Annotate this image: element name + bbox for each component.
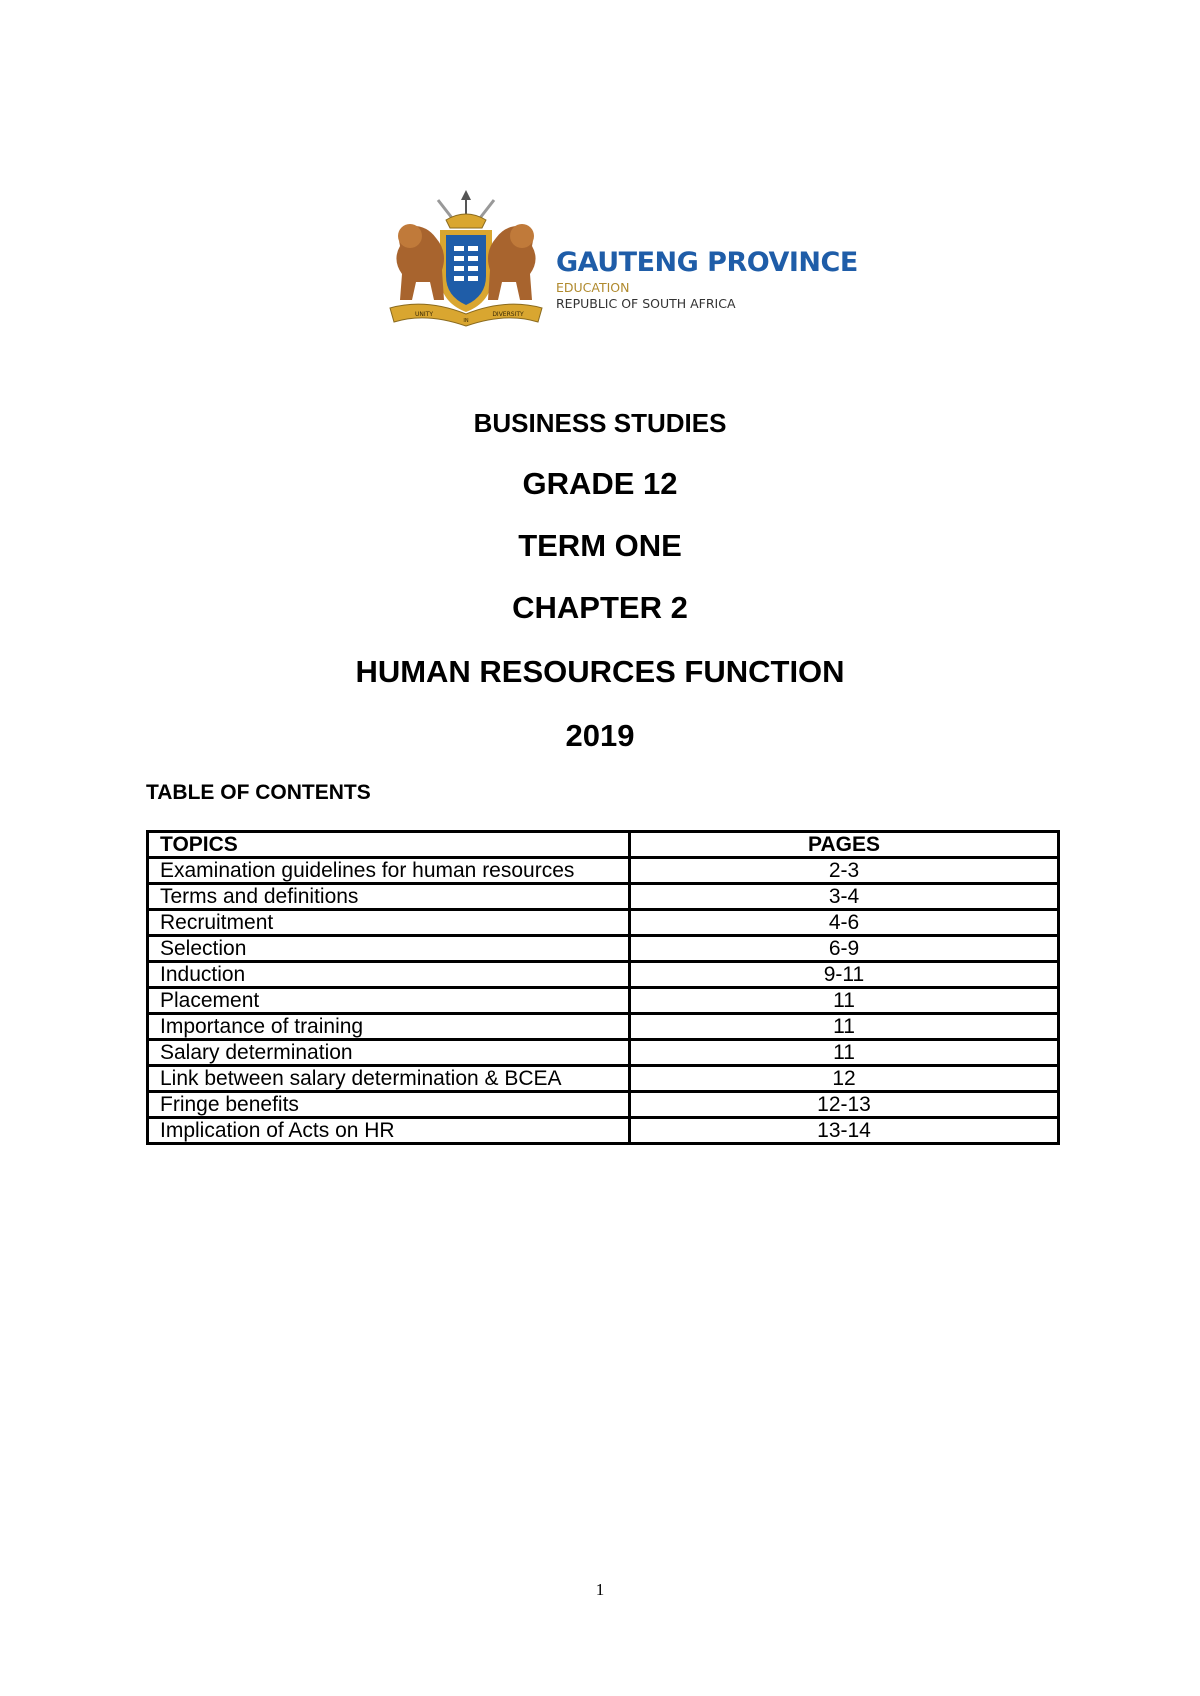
toc-header-row [148, 832, 1059, 858]
pages-cell: 11 [630, 1014, 1059, 1040]
logo-country: REPUBLIC OF SOUTH AFRICA [556, 296, 736, 311]
table-row [148, 936, 1059, 962]
grade-heading: GRADE 12 [522, 466, 678, 501]
term-heading: TERM ONE [518, 528, 682, 563]
topic-cell: Recruitment [148, 910, 630, 936]
logo-text [556, 247, 858, 312]
pages-cell: 12-13 [630, 1092, 1059, 1118]
table-row [148, 988, 1059, 1014]
toc-title: TABLE OF CONTENTS [146, 781, 371, 804]
topic-cell: Placement [148, 988, 630, 1014]
topic-cell: Selection [148, 936, 630, 962]
table-row [148, 910, 1059, 936]
pages-cell: 13-14 [630, 1118, 1059, 1144]
pages-cell: 12 [630, 1066, 1059, 1092]
motto-middle: IN [463, 318, 469, 324]
logo-subtitle: EDUCATION [556, 280, 630, 295]
topic-cell: Terms and definitions [148, 884, 630, 910]
table-row [148, 1040, 1059, 1066]
topic-heading: HUMAN RESOURCES FUNCTION [355, 654, 845, 689]
toc-table [146, 830, 1060, 1145]
gauteng-education-logo [386, 190, 858, 330]
table-row [148, 1066, 1059, 1092]
topic-cell: Examination guidelines for human resources [148, 858, 630, 884]
topic-cell: Implication of Acts on HR [148, 1118, 630, 1144]
toc-body [148, 858, 1059, 1144]
pages-cell: 4-6 [630, 910, 1059, 936]
pages-cell: 6-9 [630, 936, 1059, 962]
pages-cell: 11 [630, 1040, 1059, 1066]
topic-cell: Link between salary determination & BCEA [148, 1066, 630, 1092]
pages-cell: 2-3 [630, 858, 1059, 884]
chapter-heading: CHAPTER 2 [512, 590, 688, 625]
subject-heading: BUSINESS STUDIES [473, 408, 727, 438]
page-number: 1 [595, 1580, 605, 1599]
pages-column-header: PAGES [630, 832, 1059, 858]
table-row [148, 858, 1059, 884]
table-row [148, 1118, 1059, 1144]
pages-cell: 9-11 [630, 962, 1059, 988]
year-heading: 2019 [565, 718, 635, 753]
table-row [148, 962, 1059, 988]
topic-cell: Fringe benefits [148, 1092, 630, 1118]
table-row [148, 1014, 1059, 1040]
logo-title: GAUTENG PROVINCE [556, 247, 858, 278]
table-row [148, 884, 1059, 910]
topic-cell: Induction [148, 962, 630, 988]
topic-cell: Salary determination [148, 1040, 630, 1066]
motto-left: UNITY [415, 311, 433, 318]
pages-cell: 3-4 [630, 884, 1059, 910]
table-row [148, 1092, 1059, 1118]
topics-column-header: TOPICS [148, 832, 630, 858]
pages-cell: 11 [630, 988, 1059, 1014]
coat-of-arms-icon [386, 190, 546, 330]
motto-right: DIVERSITY [492, 311, 524, 318]
topic-cell: Importance of training [148, 1014, 630, 1040]
